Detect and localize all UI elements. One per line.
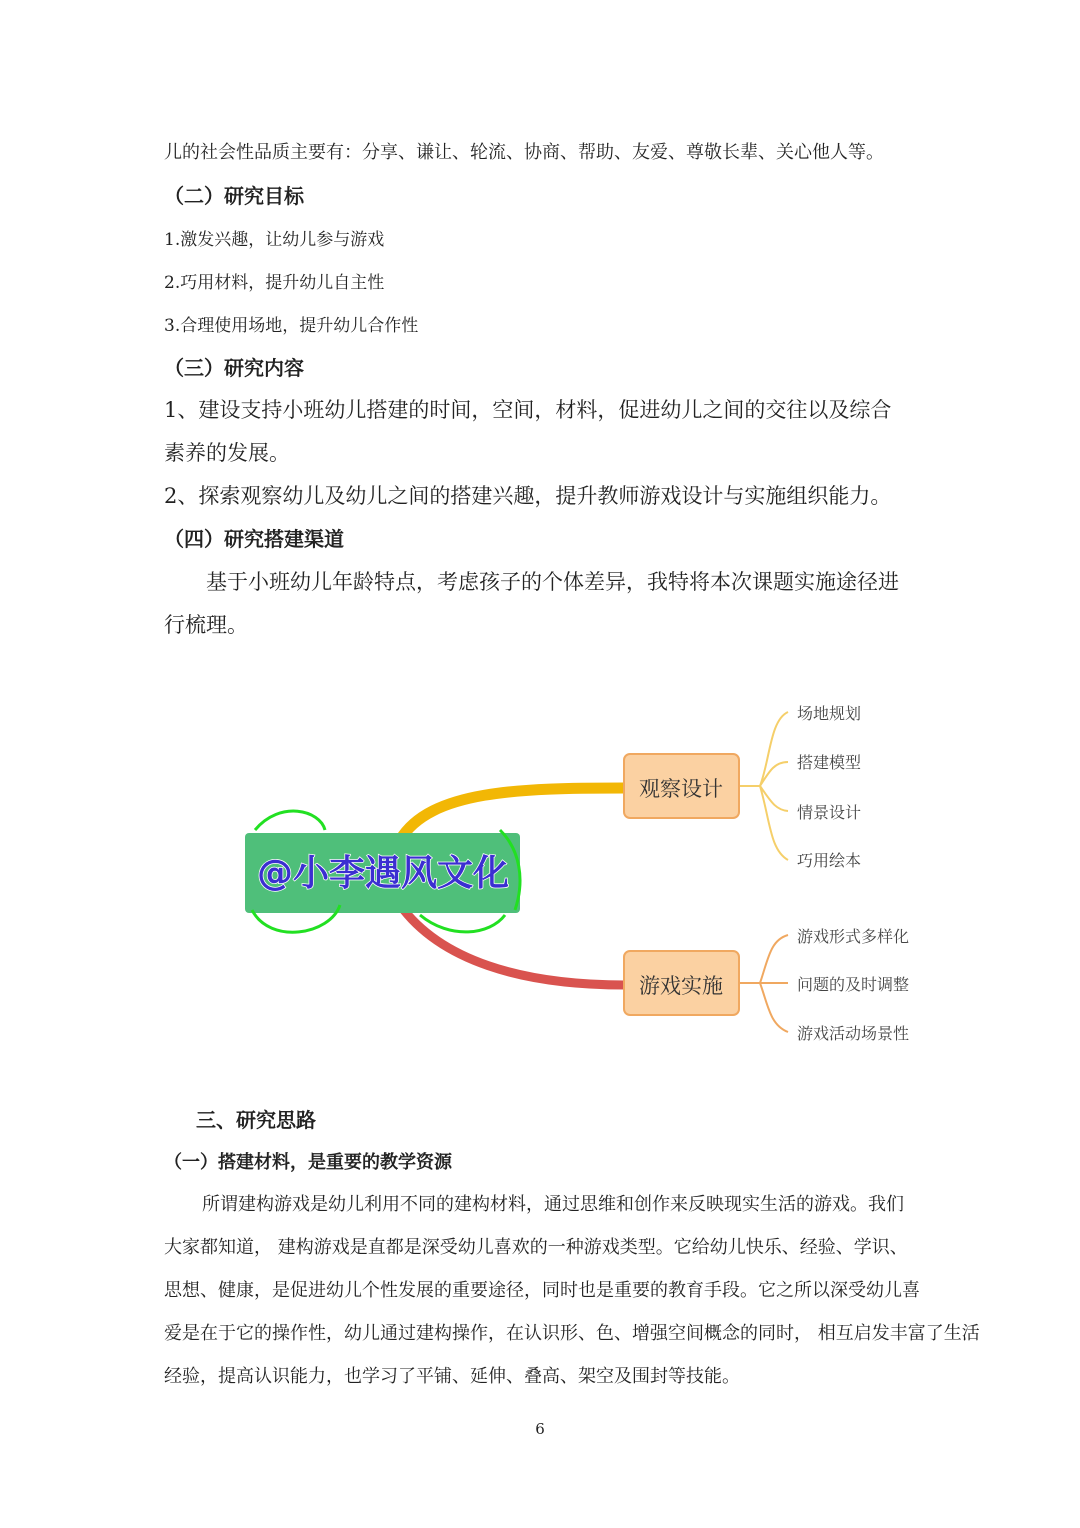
thinking-para-line-1: 所谓建构游戏是幼儿利用不同的建构材料，通过思维和创作来反映现实生活的游戏。我们 — [202, 1194, 904, 1215]
bottom-bracket — [740, 935, 788, 1032]
branch-label-bottom: 游戏实施 — [639, 974, 723, 998]
goal-item-3: 3.合理使用场地，提升幼儿合作性 — [164, 316, 419, 336]
watermark-text: @小李遇风文化 — [256, 853, 510, 894]
leaf-bottom-3: 游戏活动场景性 — [797, 1024, 910, 1043]
leaf-bottom-1: 游戏形式多样化 — [797, 927, 910, 946]
goal-item-1: 1.激发兴趣，让幼儿参与游戏 — [164, 230, 385, 250]
top-bracket — [740, 712, 788, 860]
leaf-top-2: 搭建模型 — [797, 753, 862, 772]
leaf-top-1: 场地规划 — [797, 704, 862, 723]
mindmap-diagram — [0, 680, 1080, 1060]
bottom-branch-curve — [400, 905, 625, 985]
content-heading: （三）研究内容 — [164, 356, 304, 380]
page-number: 6 — [535, 1420, 545, 1438]
leaf-top-3: 情景设计 — [797, 803, 862, 822]
leaf-bottom-2: 问题的及时调整 — [797, 975, 910, 994]
channel-para-line-2: 行梳理。 — [164, 613, 248, 637]
content-item-1-line-1: 1、建设支持小班幼儿搭建的时间，空间，材料，促进幼儿之间的交往以及综合 — [164, 398, 892, 422]
thinking-sub-heading: （一）搭建材料，是重要的教学资源 — [164, 1152, 452, 1173]
top-branch-curve — [400, 788, 625, 840]
thinking-para-line-5: 经验，提高认识能力，也学习了平铺、延伸、叠高、架空及围封等技能。 — [164, 1366, 740, 1387]
content-item-2: 2、探索观察幼儿及幼儿之间的搭建兴趣，提升教师游戏设计与实施组织能力。 — [164, 484, 892, 508]
leaf-top-4: 巧用绘本 — [797, 851, 862, 870]
thinking-heading: 三、研究思路 — [196, 1108, 316, 1132]
goal-item-2: 2.巧用材料，提升幼儿自主性 — [164, 273, 385, 293]
channel-para-line-1: 基于小班幼儿年龄特点，考虑孩子的个体差异，我特将本次课题实施途径进 — [206, 570, 899, 594]
thinking-para-line-2: 大家都知道， 建构游戏是直都是深受幼儿喜欢的一种游戏类型。它给幼儿快乐、经验、学识、 — [164, 1237, 908, 1258]
content-item-1-line-2: 素养的发展。 — [164, 441, 290, 465]
branch-label-top: 观察设计 — [639, 777, 723, 801]
goals-heading: （二）研究目标 — [164, 184, 304, 208]
thinking-para-line-3: 思想、健康，是促进幼儿个性发展的重要途径，同时也是重要的教育手段。它之所以深受幼儿喜 — [164, 1280, 920, 1301]
channel-heading: （四）研究搭建渠道 — [164, 527, 344, 551]
thinking-para-line-4: 爱是在于它的操作性，幼儿通过建构操作，在认识形、色、增强空间概念的同时， 相互启发丰富了生活 — [164, 1323, 980, 1344]
intro-line: 儿的社会性品质主要有：分享、谦让、轮流、协商、帮助、友爱、尊敬长辈、关心他人等。 — [164, 142, 884, 163]
